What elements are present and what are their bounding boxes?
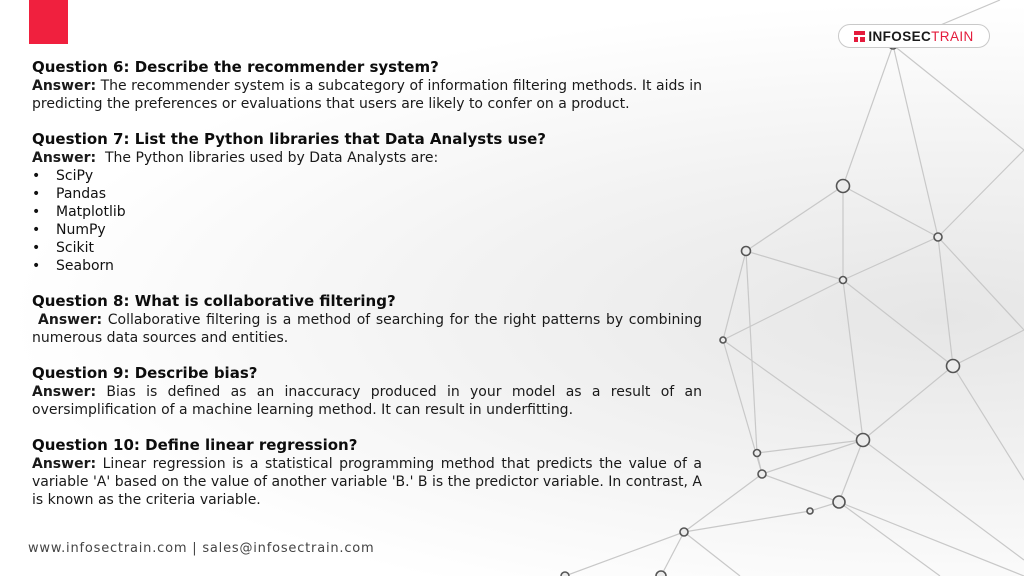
list-item: • NumPy: [32, 221, 702, 239]
qa-item-10: [32, 436, 702, 509]
answer-body: The recommender system is a subcategory of information filtering methods. It aids in predicting the preferences or evaluations that users are likely to confer on a product.: [32, 78, 702, 112]
answer-body: The Python libraries used by Data Analysts are:: [96, 150, 439, 166]
qa-content: [32, 58, 702, 526]
question-title: Question 10: Define linear regression?: [32, 436, 358, 454]
answer-label: Answer:: [32, 78, 97, 94]
answer-text: [32, 455, 702, 509]
question-title: Question 7: List the Python libraries that Data Analysts use?: [32, 130, 546, 148]
answer-label: Answer:: [32, 150, 97, 166]
answer-body: Collaborative filtering is a method of searching for the right patterns by combining numerous data sources and entities.: [32, 312, 702, 346]
answer-body: Bias is defined as an inaccuracy produced in your model as a result of an oversimplification of a machine learning method. It can result in underfitting.: [32, 384, 702, 418]
answer-label: Answer:: [32, 384, 97, 400]
answer-text: [32, 77, 702, 113]
qa-item-8: [32, 292, 702, 347]
python-libraries-list: [32, 167, 702, 275]
answer-label: Answer:: [32, 312, 103, 328]
answer-label: Answer:: [32, 456, 97, 472]
list-item: • Scikit: [32, 239, 702, 257]
question-title: Question 9: Describe bias?: [32, 364, 258, 382]
answer-body: Linear regression is a statistical programming method that predicts the value of a variable 'A' based on the value of another variable 'B.' B is the predictor variable. In contrast, A is known as the criteria variable.: [32, 456, 702, 508]
logo-text-infosec: INFOSEC: [868, 28, 932, 44]
logo-mark-icon: [854, 31, 865, 42]
red-accent-tab: [29, 0, 68, 44]
list-item: • Pandas: [32, 185, 702, 203]
list-item: • Seaborn: [32, 257, 702, 275]
footer-contact: www.infosectrain.com | sales@infosectrain.com: [28, 541, 375, 556]
list-item: • Matplotlib: [32, 203, 702, 221]
answer-text: [32, 311, 702, 347]
answer-text: [32, 149, 702, 167]
infosectrain-logo: [838, 24, 990, 48]
question-title: Question 6: Describe the recommender system?: [32, 58, 439, 76]
list-item: • SciPy: [32, 167, 702, 185]
qa-item-9: [32, 364, 702, 419]
qa-item-7: [32, 130, 702, 275]
question-title: Question 8: What is collaborative filtering?: [32, 292, 396, 310]
logo-text-train: TRAIN: [931, 28, 974, 44]
answer-text: [32, 383, 702, 419]
qa-item-6: [32, 58, 702, 113]
